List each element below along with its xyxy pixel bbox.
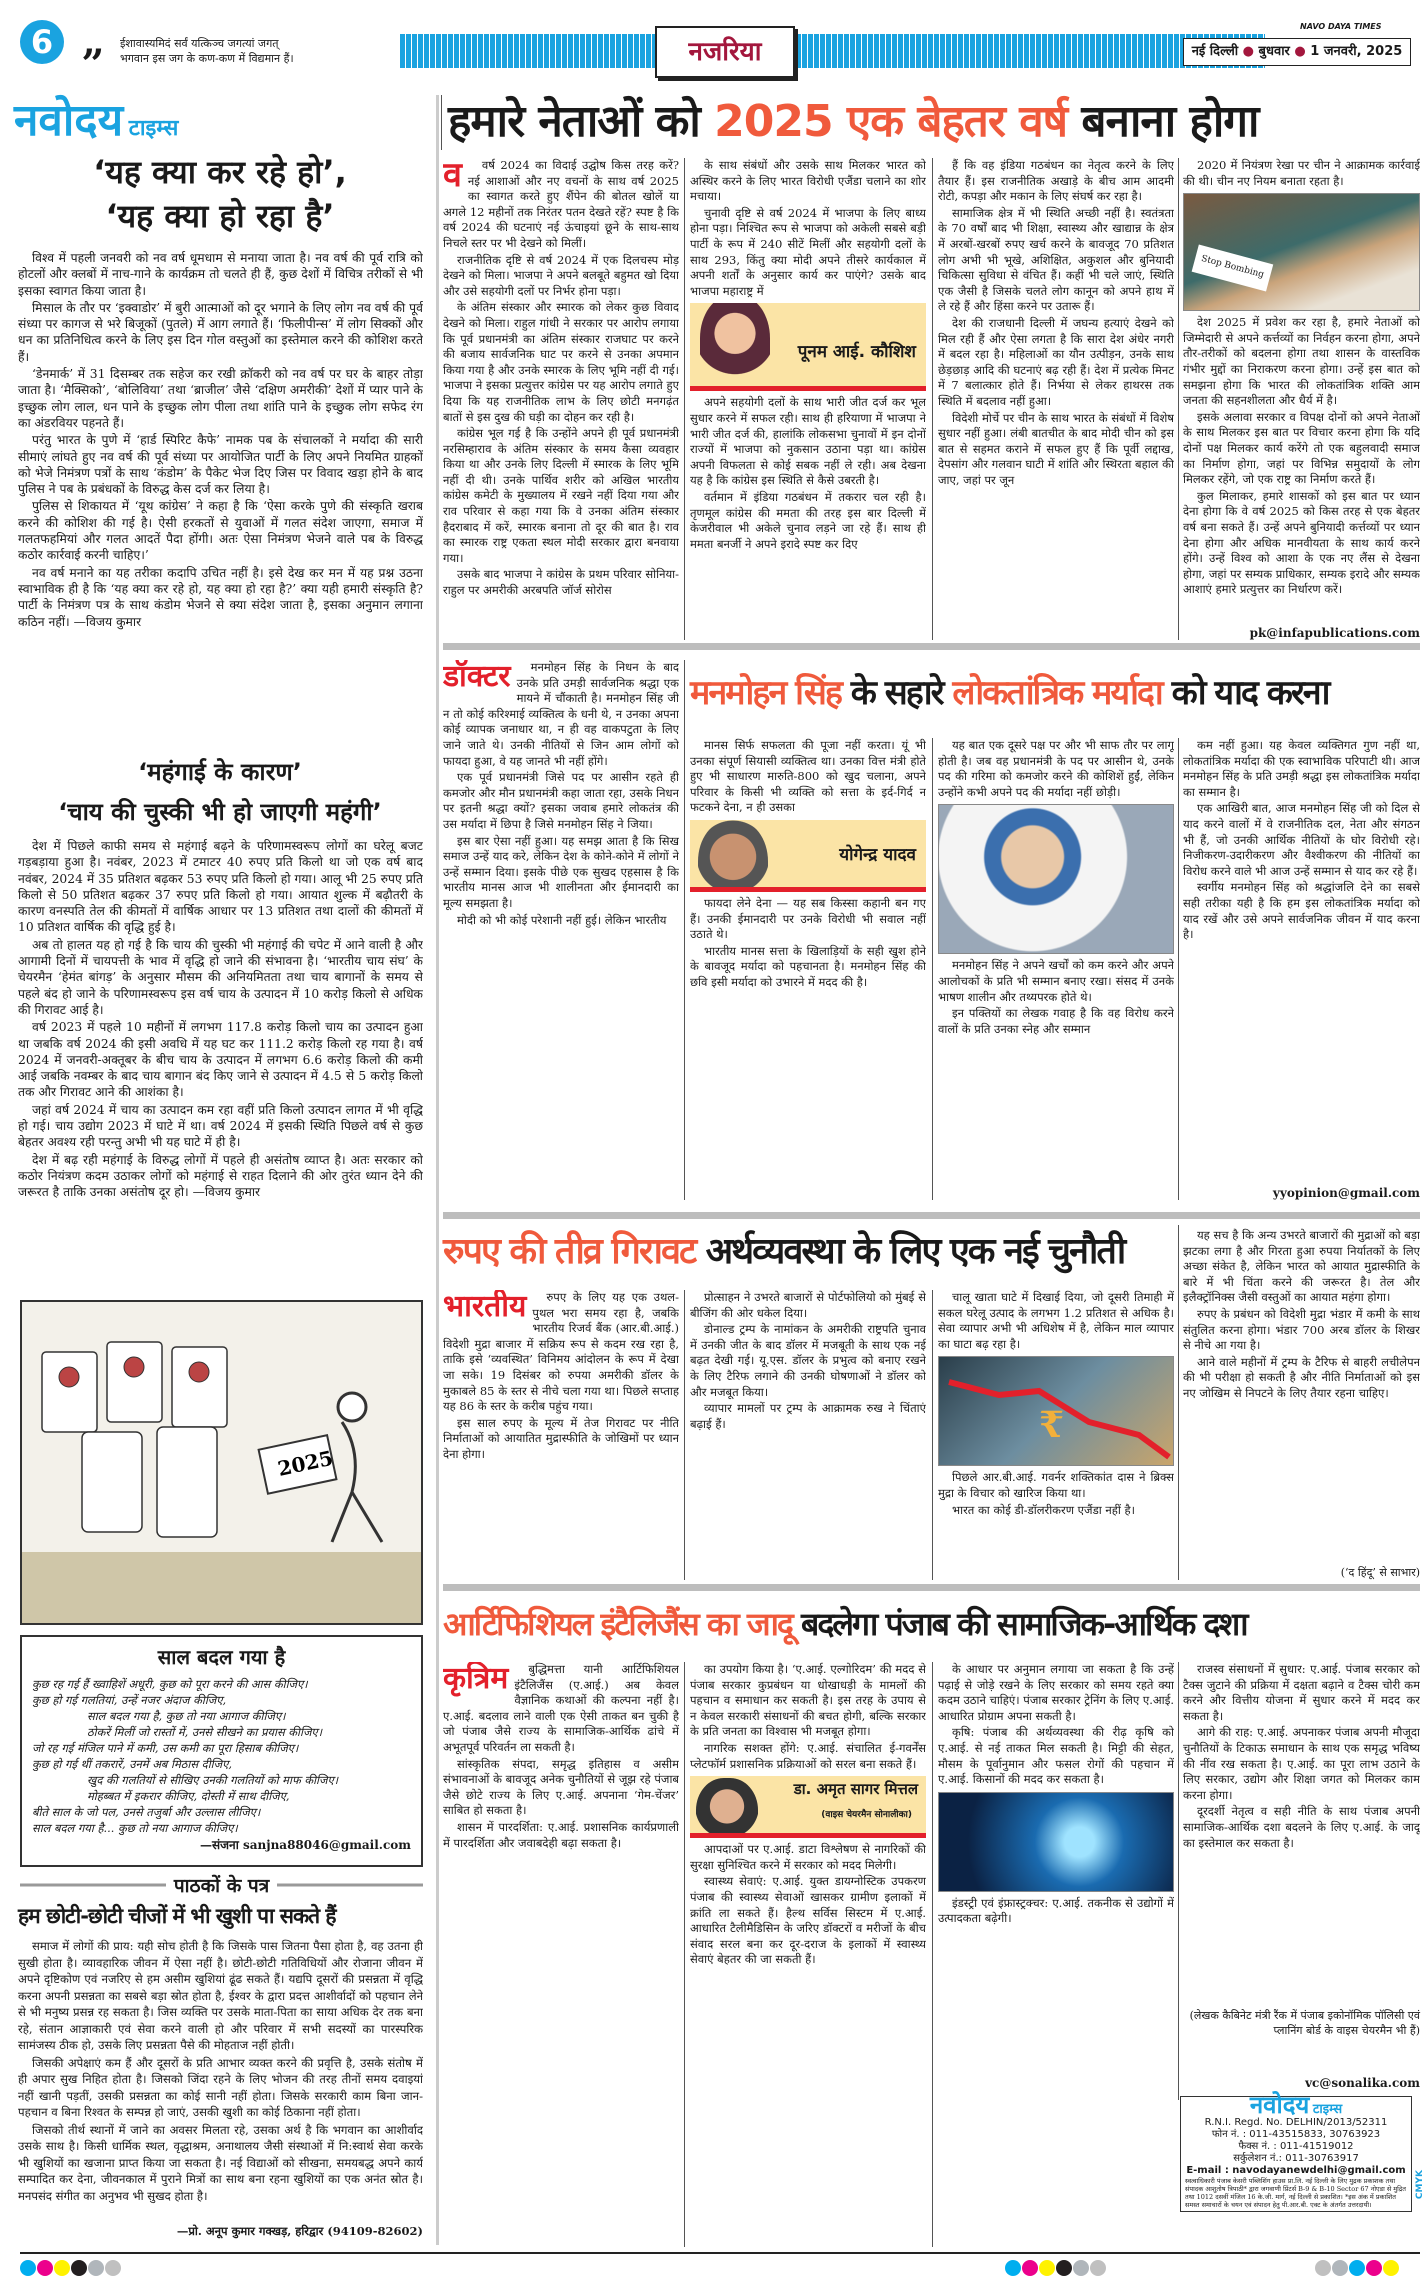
masthead-logo [1185, 2091, 1407, 2119]
author-name: डा. अमृत सागर मित्तल [793, 1780, 918, 1799]
paragraph: के आधार पर अनुमान लगाया जा सकता है कि उन्हें पढ़ाई से जोड़े रखने के लिए सरकार को समय रहते क्या कदम उठाने चाहिएं। पंजाब सरकार ट्रेनिंग के लिए ए.आई. आधारित प्रोग्राम अपना सकती है। [938, 1662, 1174, 1723]
paragraph: एक आखिरी बात, आज मनमोहन सिंह जी को दिल से याद करने वालों में वे राजनीतिक दल, नेता और संगठन भी हैं, जो उनकी आर्थिक नीतियों के घोर विरोधी रहे। निजीकरण-उदारीकरण और वैश्वीकरण की नीतियों का विरोध करने वाले भी आज उन्हें सम्मान से याद कर रहे हैं। [1183, 801, 1420, 878]
paragraph: कांग्रेस भूल गई है कि उन्होंने अपने ही पूर्व प्रधानमंत्री नरसिम्हाराव के अंतिम संस्कार के समय कैसा व्यवहार किया था और उनके लिए दिल्ली में स्मारक के लिए भूमि नहीं दी थी। उनके पार्थिव शरीर को अखिल भारतीय कांग्रेस कमेटी के मुख्यालय में रखने नहीं दिया गया और राव परिवार से कहा गया कि वे उनका अंतिम संस्कार हैदराबाद में करें, स्मारक बनाना तो दूर की बात है। राव का स्मारक राष्ट्र एकता स्थल मोदी सरकार द्वारा बनवाया गया। [443, 426, 679, 565]
manmohan-col-2 [690, 738, 926, 1200]
header-stripe-band [400, 34, 1265, 68]
ai-robot-hand-image [938, 1792, 1174, 1892]
poem-line: बीते साल के जो पल, उनसे तजुर्बा और उल्लास लीजिए। [32, 1805, 261, 1819]
headline-line: ‘चाय की चुस्की भी हो जाएगी महंगी’ [58, 798, 382, 826]
quote-line: ईशावास्यमिदं सर्वं यत्किञ्च जगत्यां जगत् [120, 37, 279, 50]
editorial2-body [18, 838, 423, 1293]
paragraph: देश की राजधानी दिल्ली में जघन्य हत्याएं देखने को मिल रही हैं और ऐसा लगता है कि सारा देश अंधेर नगरी में बदल रहा है। महिलाओं का यौन उत्पीड़न, उनके साथ छेड़छाड़ आदि की घटनाएं बढ़ रही हैं। देश में प्रत्येक मिनट में 7 बलात्कार होते हैं। निर्भया से लेकर हाथरस तक स्थिति में बदलाव नहीं हुआ। [938, 315, 1174, 408]
fax-number: फैक्स नं. : 011-41519012 [1238, 2141, 1354, 2152]
paragraph: इंडस्ट्री एवं इंफ्रास्ट्रक्चर: ए.आई. तकनीक से उद्योगों में उत्पादकता बढ़ेगी। [938, 1895, 1174, 1926]
ai-col-4 [1183, 1662, 1420, 2007]
main-headline [448, 92, 1258, 152]
author-email: yyopinion@gmail.com [1272, 1186, 1420, 1200]
paragraph: का उपयोग किया है। ‘ए.आई. एल्गोरिदम’ की मदद से पंजाब सरकार कुप्रबंधन या धोखाधड़ी के मामलों की पहचान व समाधान कर सकती है। इस तरह के उपाय से न केवल सरकारी संसाधनों की बचत होगी, बल्कि सरकार के प्रति जनता का विश्वास भी मजबूत होगा। [690, 1662, 926, 1739]
main-col-1: व वर्ष 2024 का विदाई उद्घोष किस तरह करें? नई आशाओं और नए वचनों के साथ वर्ष 2025 का स्वागत करते हुए शैंपेन की बोतल खोलें या अगले 12 महीनों तक निरंतर पतन देखते रहें? स्पष्ट है कि वर्ष 2024 की घटनाएं नई ऊंचाइयां छूने के साथ-साथ निचले स्तर पर भी देखने को मिलीं। राजनीतिक दृष्टि से वर्ष 2024 में एक दिलचस्प मोड़ देखने को मिला। भाजपा ने अपने बलबूते बहुमत खो दिया और उसे सहयोगी दलों पर निर्भर होना पड़ा। के अंतिम संस्कार और स्मारक को लेकर कुछ विवाद देखने को मिला। राहुल गांधी ने सरकार पर आरोप लगाया कि पूर्व प्रधानमंत्री का अंतिम संस्कार राजघाट पर करने की बजाय सार्वजनिक घाट पर करने से उनका अपमान किया गया है और उनके स्मारक के लिए भूमि नहीं दी गई। भाजपा ने इसका प्रत्युत्तर कांग्रेस पर यह आरोप लगाते हुए दिया कि यह राजनीतिक लाभ के लिए छोटी मनगढ़ंत बातों से इस दुख की घड़ी का दोहन कर रही है। कांग्रेस भूल गई है कि उन्होंने अपने ही पूर्व प्रधानमंत्री नरसिम्हाराव के अंतिम संस्कार के समय कैसा व्यवहार किया था और उनके लिए दिल्ली में स्मारक के लिए भूमि नहीं दी थी। उनके पार्थिव शरीर को अखिल भारतीय कांग्रेस कमेटी के मुख्यालय में रखने नहीं दिया गया और राव परिवार से कहा गया कि वे उनका अंतिम संस्कार हैदराबाद में करें, स्मारक बनाना तो दूर की बात है। राव का स्मारक राष्ट्र एकता स्थल मोदी सरकार द्वारा बनवाया गया। उसके बाद भाजपा ने कांग्रेस के प्रथम परिवार सोनिया-राहुल पर अमरीकी अरबपति जॉर्ज सोरोस [443, 158, 679, 598]
main-col-4 [1183, 158, 1420, 624]
ai-col-3 [938, 1662, 1174, 2247]
paragraph: सामाजिक क्षेत्र में भी स्थिति अच्छी नहीं है। स्वतंत्रता के 70 वर्षों बाद भी शिक्षा, स्वास्थ्य और खाद्यान्न के क्षेत्र में अरबों-खरबों रुपए खर्च करने के बावजूद 70 प्रतिशत लोग अभी भी भूखे, अशिक्षित, अकुशल और बुनियादी चिकित्सा सुविधा से वंचित हैं। कहीं भी चले जाएं, स्थिति एक जैसी है जिसके चलते लोग कानून को अपने हाथ में ले रहे हैं और हिंसा करने पर उतारू हैं। [938, 205, 1174, 314]
circulation-number: सर्कुलेशन नं.: 011-30763917 [1233, 2153, 1359, 2164]
author-photo-mittal [690, 1776, 926, 1838]
manmohan-col-1 [443, 660, 679, 1200]
rupee-headline [443, 1222, 1124, 1282]
author-photo-yogendra [690, 820, 926, 892]
author-photo-poonam [690, 303, 926, 391]
paragraph: के अंतिम संस्कार और स्मारक को लेकर कुछ विवाद देखने को मिला। राहुल गांधी ने सरकार पर आरोप लगाया कि पूर्व प्रधानमंत्री का अंतिम संस्कार राजघाट पर करने की बजाय सार्वजनिक घाट पर करने से उनका अपमान किया गया है और उनके स्मारक के लिए भूमि नहीं दी गई। भाजपा ने इसका प्रत्युत्तर कांग्रेस पर यह आरोप लगाते हुए दिया कि यह राजनीतिक लाभ के लिए छोटी मनगढ़ंत बातों से इस दुख की घड़ी का दोहन कर रही है। [443, 300, 679, 424]
section-title: नजरिया [655, 26, 795, 78]
author-name: पूनम आई. कौशिश [797, 342, 916, 363]
poem-line: कुछ हो गई थीं तकरारें, उनमें अब मिठास दीजिए, [32, 1757, 232, 1771]
paragraph: स्वास्थ्य सेवाएं: ए.आई. युक्त डायग्नोस्टिक उपकरण पंजाब की स्वास्थ्य सेवाओं खासकर ग्रामीण इलाकों में क्रांति ला सकते हैं। हैल्थ सर्विस सिस्टम में ए.आई. आधारित टैलीमैडिसिन के जरिए डॉक्टरों व मरीजों के बीच संवाद सरल बना कर दूर-दराज के इलाकों में स्वास्थ्य सेवाएं बेहतर की जा सकती हैं। [690, 1874, 926, 1967]
author-email: vc@sonalika.com [1305, 2076, 1420, 2090]
paragraph: देश 2025 में प्रवेश कर रहा है, हमारे नेताओं को जिम्मेदारी से अपने कर्त्तव्यों का निर्वहन करना होगा, अपने तौर-तरीकों को बदलना होगा तथा शासन के वास्तविक गंभीर मुद्दों का निराकरण करना होगा। उन्हें इस बात को समझना होगा कि भारत की लोकतांत्रिक शक्ति आम जनता की सहनशीलता और धैर्य में है। [1183, 315, 1420, 408]
paragraph: रुपए के प्रबंधन को विदेशी मुद्रा भंडार में कमी के साथ संतुलित करना होगा। भंडार 700 अरब डॉलर के शिखर से नीचे आ गया है। [1183, 1306, 1420, 1353]
paragraph: इन पक्तियों का लेखक गवाह है कि वह विरोध करने वालों के प्रति उनका स्नेह और सम्मान [938, 1006, 1174, 1036]
author-title: (वाइस चेयरमैन सोनालीका) [821, 1810, 912, 1821]
masthead-box [1180, 2091, 1412, 2212]
rupee-col-2 [690, 1290, 926, 1580]
paragraph: चुनावी दृष्टि से वर्ष 2024 में भाजपा के लिए बाध्य होना पड़ा। निश्चित रूप से भाजपा को अकेली सबसे बड़ी पार्टी के रूप में 240 सीटें मिलीं और सहयोगी दलों के साथ 293, किंतु क्या मोदी अपने तीसरे कार्यकाल में अपनी शर्तों के अनुसार कार्य कर पाएंगे? उसके बाद भाजपा महाराष्ट्र में [690, 205, 926, 298]
rni-number: R.N.I. Regd. No. DELHIN/2013/52311 [1204, 2117, 1388, 2128]
cartoon-sign: 2025 [275, 1445, 336, 1481]
paragraph: आपदाओं पर ए.आई. डाटा विश्लेषण से नागरिकों की सुरक्षा सुनिश्चित करने में सरकार को मदद मिलेगी। [690, 1842, 926, 1872]
paragraph: इस साल रुपए के मूल्य में तेज गिरावट पर नीति निर्माताओं को आयातित मुद्रास्फीति के जोखिमों पर ध्यान देना होगा। [443, 1415, 679, 1461]
logo-main: नवोदय [14, 95, 124, 146]
paragraph: यह सच है कि अन्य उभरते बाजारों की मुद्राओं को बड़ा झटका लगा है और गिरता हुआ रुपया निर्यातकों के लिए अच्छा संकेत है, लेकिन भारत को आयात मुद्रास्फीति के बारे में भी चिंता करने की जरूरत है। तेल और इलैक्ट्रॉनिक्स जैसी वस्तुओं का आयात महंगा होगा। [1183, 1228, 1420, 1305]
poem-line: खुद की गलतियों से सीखिए उनकी गलतियों को माफ कीजिए। [87, 1773, 339, 1787]
paragraph: रुपए के लिए यह एक उथल-पुथल भरा समय रहा है, जबकि भारतीय रिजर्व बैंक (आर.बी.आई.) विदेशी मुद्रा बाजार में सक्रिय रूप से कदम रख रहा है, ताकि इसे ‘व्यवस्थित’ विनिमय आंदोलन के रूप में देखा जा सके। 19 दिसंबर को रुपया अमरीकी डॉलर के मुकाबले 85 के स्तर से नीचे चला गया था। पिछले सप्ताह यह 86 के स्तर के करीब पहुंच गया। [443, 1290, 679, 1414]
headline-part: बनाना होगा [1081, 96, 1259, 147]
ai-col-2 [690, 1662, 926, 2247]
logo-main: नवोदय [1249, 2091, 1310, 2119]
paragraph: कृषि: पंजाब की अर्थव्यवस्था की रीढ़ कृषि को ए.आई. से नई ताकत मिल सकती है। मिट्टी की सेहत, मौसम के पूर्वानुमान और फसल रोगों की पहचान में ए.आई. किसानों की मदद कर सकता है। [938, 1725, 1174, 1787]
headline-part: अर्थव्यवस्था के लिए एक नई चुनौती [705, 1231, 1125, 1272]
poem-line: मोहब्बत में इकरार कीजिए, दोस्ती में साथ दीजिए, [87, 1789, 290, 1803]
cartoon-ground [22, 1552, 423, 1625]
paragraph: ‘डेनमार्क’ में 31 दिसम्बर तक सहेज कर रखी क्रॉकरी को नव वर्ष पर घर के बाहर तोड़ा जाता है। ‘मैक्सिको’, ‘बोलिविया’ तथा ‘ब्राजील’ जैसे ‘दक्षिण अमरीकी’ देशों में प्यार पाने के इच्छुक लोग लाल, धन पाने के इच्छुक लोग पीला तथा शांति पाने के इच्छुक लोग सफेद रंग का अंडरवियर पहनते हैं। [18, 367, 423, 430]
paragraph: सांस्कृतिक संपदा, समृद्ध इतिहास व असीम संभावनाओं के बावजूद अनेक चुनौतियों से जूझ रहे पंजाब जैसे छोटे राज्य के लिए ए.आई. अपनाना ‘गेम-चेंजर’ साबित हो सकता है। [443, 1756, 679, 1818]
rupee-graph-image [938, 1356, 1174, 1466]
rupee-col-1 [443, 1290, 679, 1580]
dropcap-word: कृत्रिम [443, 1662, 509, 1696]
quote-mark-icon: „ [82, 18, 106, 65]
quote-line: भगवान इस जग के कण-कण में विद्यमान हैं। [120, 52, 294, 65]
headline-part: के सहारे [850, 673, 943, 713]
dateline: नई दिल्ली ● बुधवार ● 1 जनवरी, 2025 [1183, 38, 1411, 66]
poem-line: साल बदल गया है, कुछ तो नया आगाज कीजिए। [87, 1709, 286, 1723]
paragraph: परंतु भारत के पुणे में ‘हार्ड स्पिरिट कैफे’ नामक पब के संचालकों ने मर्यादा की सारी सीमाएं लांघते हुए नव वर्ष की पूर्व संध्या पर आयोजित पार्टी के लिए अपने नियमित ग्राहकों को भेजे निमंत्रण पत्रों के साथ ‘कंडोम’ के पैकेट भेज दिए जिस पर विवाद खड़ा होने के बाद पुलिस ने पब के प्रबंधकों के विरुद्ध केस दर्ज कर लिया है। [18, 433, 423, 497]
ai-headline [443, 1592, 1247, 1656]
poem-line: साल बदल गया है... कुछ तो नया आगाज कीजिए। [32, 1821, 238, 1835]
paragraph: चालू खाता घाटे में दिखाई दिया, जो दूसरी तिमाही में सकल घरेलू उत्पाद के लगभग 1.2 प्रतिशत से अधिक है। सेवा व्यापार अभी भी अधिशेष में है, लेकिन माल व्यापार का घाटा बढ़ रहा है। [938, 1290, 1174, 1351]
paragraph: डोनाल्ड ट्रम्प के नामांकन के अमरीकी राष्ट्रपति चुनाव में उनकी जीत के बाद डॉलर में मजबूती के साथ एक नई बढ़त देखी गई। यू.एस. डॉलर के प्रभुत्व को बनाए रखने के लिए टैरिफ लगाने की उनकी घोषणाओं ने डॉलर को और मजबूत किया। [690, 1322, 926, 1399]
paragraph: यह बात एक दूसरे पक्ष पर और भी साफ तौर पर लागू होती है। जब वह प्रधानमंत्री के पद पर आसीन थे, उनके पद की गरिमा को कमजोर करने की कोशिशें हुईं, लेकिन उन्होंने कभी अपने पद की मर्यादा नहीं छोड़ी। [938, 738, 1174, 799]
author-note: (लेखक कैबिनेट मंत्री रैंक में पंजाब इकोनॉमिक पॉलिसी एवं प्लानिंग बोर्ड के वाइस चेयरमैन भी हैं) [1189, 2009, 1420, 2037]
headline-part: हमारे नेताओं को [448, 96, 700, 147]
color-registration-right [1005, 2260, 1107, 2280]
color-registration-left [20, 2260, 122, 2280]
author-email: pk@infapublications.com [1249, 626, 1420, 640]
paragraph: नव वर्ष मनाने का यह तरीका कदापि उचित नहीं है। इसे देख कर मन में यह प्रश्न उठना स्वाभाविक ही है कि ‘यह क्या कर रहे हो, यह क्या हो रहा है?’ क्या यही हमारी संस्कृति है? पार्टी के निमंत्रण पत्र के साथ कंडोम भेजने से क्या संदेश जाता है, इसका अनुमान लगाना कठिन नहीं। —विजय कुमार [18, 565, 423, 629]
poem-lines [32, 1676, 411, 1836]
headline-part: लोकतांत्रिक मर्यादा [952, 673, 1162, 713]
rupee-source: (‘द हिंदू’ से साभार) [1340, 1566, 1420, 1579]
paragraph: कम नहीं हुआ। यह केवल व्यक्तिगत गुण नहीं था, लोकतांत्रिक मर्यादा की एक स्वाभाविक परिपाटी थी। आज मनमोहन सिंह के प्रति उमड़ी श्रद्धा इस लोकतांत्रिक मर्यादा का सम्मान है। [1183, 738, 1420, 799]
paragraph: व्यापार मामलों पर ट्रम्प के आक्रामक रुख ने चिंताएं बढ़ाई हैं। [690, 1401, 926, 1431]
paragraph: जिसको तीर्थ स्थानों में जाने का अवसर मिलता रहे, उसका अर्थ है कि भगवान का आशीर्वाद उसके साथ है। किसी धार्मिक स्थल, वृद्धाश्रम, अनाथालय जैसी संस्थाओं में नि:स्वार्थ सेवा करके भी खुशियों का खजाना प्राप्त किया जा सकता है। नई विद्याओं को सीखना, समयबद्ध अपने कार्य सम्पादित कर देना, जीवनकाल में पुराने मित्रों का साथ बना रहना खुशियों का एक अनंत स्रोत है। मनपसंद संगीत का अनुभव भी सुखद होता है। [18, 2122, 423, 2203]
paragraph: जहां वर्ष 2024 में चाय का उत्पादन कम रहा वहीं प्रति किलो उत्पादन लागत में भी वृद्धि हो गई। चाय उद्योग 2023 में घाटे में था। वर्ष 2024 में इसकी स्थिति पिछले वर्ष से कुछ बेहतर अवश्य रही परन्तु अभी भी यह घाटे में ही है। [18, 1102, 423, 1150]
poem-title: साल बदल गया है [157, 1645, 286, 1669]
headline-line: ‘महंगाई के कारण’ [138, 758, 302, 786]
rupee-col-3 [938, 1290, 1174, 1580]
editorial1-body [18, 250, 423, 740]
paper-name-small: NAVO DAYA TIMES [1300, 22, 1382, 31]
paragraph: वर्ष 2024 का विदाई उद्घोष किस तरह करें? नई आशाओं और नए वचनों के साथ वर्ष 2025 का स्वागत करते हुए शैंपेन की बोतल खोलें या अगले 12 महीनों तक निरंतर पतन देखते रहें? स्पष्ट है कि वर्ष 2024 की घटनाएं नई ऊंचाइयां छूने के साथ-साथ निचले स्तर पर भी देखने को मिलीं। [443, 158, 679, 250]
headline-line: ‘यह क्या हो रहा है’ [105, 197, 335, 235]
paragraph: उसके बाद भाजपा ने कांग्रेस के प्रथम परिवार सोनिया-राहुल पर अमरीकी अरबपति जॉर्ज सोरोस [443, 567, 679, 598]
paragraph: आगे की राह: ए.आई. अपनाकर पंजाब अपनी मौजूदा चुनौतियों के टिकाऊ समाधान के साथ एक समृद्ध भविष्य की नींव रख सकता है। ए.आई. का पूरा लाभ उठाने के लिए सरकार, उद्योग और शिक्षा जगत को मिलकर काम करना होगा। [1183, 1725, 1420, 1802]
letters-title-text: पाठकों के पत्र [166, 1875, 277, 1897]
color-registration-bottom-right [1315, 2260, 1400, 2280]
paragraph: मानस सिर्फ सफलता की पूजा नहीं करता। यूं भी उनका संपूर्ण सियासी व्यक्तित्व था। उनका वित्त मंत्री होते हुए भी साधारण मारुति-800 को खुद चलाना, अपने परिवार के किसी भी व्यक्ति को सत्ता के इर्द-गिर्द न फटकने देना, न ही उसका [690, 738, 926, 815]
paragraph: वर्तमान में इंडिया गठबंधन में तकरार चल रही है। तृणमूल कांग्रेस की ममता की तरह इस बार दिल्ली में केजरीवाल भी अकेले चुनाव लड़ने जा रहे हैं। साथ ही ममता बनर्जी ने अपने इरादे स्पष्ट कर दिए [690, 489, 926, 551]
paragraph: के साथ संबंधों और उसके साथ मिलकर भारत को अस्थिर करने के लिए भारत विरोधी एजैंडा चलाने का शोर मचाया। [690, 158, 926, 204]
svg-text:₹: ₹ [1039, 1404, 1065, 1447]
cartoon [20, 1300, 423, 1625]
author-name: योगेन्द्र यादव [839, 844, 916, 865]
date: 1 जनवरी, 2025 [1310, 44, 1403, 59]
paragraph: मनमोहन सिंह ने अपने खर्चों को कम करने और अपने आलोचकों के प्रति भी सम्मान बनाए रखा। संसद में उनके भाषण शालीन और तथ्यपरक होते थे। [938, 958, 1174, 1004]
paragraph: राजस्व संसाधनों में सुधार: ए.आई. पंजाब सरकार को टैक्स जुटाने की प्रक्रिया में दक्षता बढ़ाने व टैक्स चोरी कम करने और वित्तीय योजना में सुधार करने में मदद कर सकता है। [1183, 1662, 1420, 1723]
paragraph: इस बार ऐसा नहीं हुआ। यह समझ आता है कि सिख समाज उन्हें याद करे, लेकिन देश के कोने-कोने में लोगों ने उन्हें सम्मान दिया। इसके पीछे एक सुखद एहसास है कि भारतीय मानस आज भी शालीनता और ईमानदारी का मूल्य समझता है। [443, 833, 679, 910]
headline-line: ‘यह क्या कर रहे हो’, [93, 153, 347, 191]
page-number: 6 [20, 20, 64, 64]
paragraph: इसके अलावा सरकार व विपक्ष दोनों को अपने नेताओं के साथ मिलकर इस बात पर विचार करना होगा कि यदि दोनों पक्ष मिलकर कार्य करेंगे तो एक बहुलवादी समाज का निर्माण होगा, जहां पर विभिन्न समुदायों के लोग मिलकर रहेंगे, जो एक राष्ट्र का निर्माण करते हैं। [1183, 409, 1420, 487]
paragraph: प्रोत्साहन ने उभरते बाजारों से पोर्टफोलियो को मुंबई से बीजिंग की ओर धकेल दिया। [690, 1290, 926, 1320]
paragraph: जिसकी अपेक्षाएं कम हैं और दूसरों के प्रति आभार व्यक्त करने की प्रवृत्ति है, उसके संतोष में ही अपार सुख निहित होता है। जिसको जिंदा रहने के लिए भोजन की तरह तीनों समय दवाइयां नहीं खानी पड़तीं, उसकी प्रसन्नता का कोई सानी नहीं होता। जिसके सरकारी काम बिना जान-पहचान व बिना रिश्वत के सम्पन्न हो जाएं, उसकी खुशी का कोई ठिकाना नहीं होता। [18, 2055, 423, 2119]
paragraph: विश्व में पहली जनवरी को नव वर्ष धूमधाम से मनाया जाता है। नव वर्ष की पूर्व रात्रि को होटलों और क्लबों में नाच-गाने के कार्यक्रम तो चलते ही हैं, कुछ देशों में विचित्र तरीकों से भी इसका स्वागत किया जाता है। [18, 251, 423, 298]
paragraph: मनमोहन सिंह के निधन के बाद उनके प्रति उमड़ी सार्वजनिक श्रद्धा एक मायने में चौंकाती है। मनमोहन सिंह जी न तो कोई करिश्माई व्यक्तित्व के धनी थे, न उनका अपना कोई व्यापक जनाधार था, न ही वह वाकपटुता के लिए जाने जाते थे। उनकी नीतियों से जिन आम लोगों को फायदा हुआ, वे यह जानते भी नहीं होंगे। [443, 660, 679, 768]
dropcap-word: डॉक्टर [443, 660, 511, 694]
paragraph: भारत का कोई डी-डॉलरीकरण एजैंडा नहीं है। [952, 1502, 1135, 1517]
placard: Stop Bombing [1192, 245, 1273, 291]
poem-line: ठोकरें मिलीं जो रास्तों में, उनसे सीखने का प्रयास कीजिए। [87, 1725, 323, 1739]
header-quote [120, 36, 294, 66]
ai-col-1 [443, 1662, 679, 2247]
logo-sub: टाइम्स [128, 116, 179, 141]
paragraph: आने वाले महीनों में ट्रम्प के टैरिफ से बाहरी लचीलेपन की भी परीक्षा हो सकती है और नीति निर्माताओं को इस नए जोखिम से निपटने के लिए तैयार रहना चाहिए। [1183, 1354, 1420, 1400]
manmohan-col-3 [938, 738, 1174, 1200]
headline-part: 2025 एक बेहतर वर्ष [714, 96, 1068, 147]
logo [14, 88, 178, 148]
manmohan-headline [690, 660, 1328, 726]
paragraph: दूरदर्शी नेतृत्व व सही नीति के साथ पंजाब अपनी सामाजिक-आर्थिक दशा बदलने के लिए ए.आई. के जादू का इस्तेमाल कर सकता है। [1183, 1804, 1420, 1850]
editorial2-headline [10, 752, 430, 832]
manmohan-col-4 [1183, 738, 1420, 1183]
paragraph: मिसाल के तौर पर ‘इक्वाडोर’ में बुरी आत्माओं को दूर भगाने के लिए लोग नव वर्ष की पूर्व संध्या पर कागज से भरे बिजूकों (पुतले) में आग लगाते हैं। ‘फिलीपीन्स’ में लोग सिक्कों और धन का प्रतिनिधित्व करने के लिए इस दिन गोल वस्तुओं का इस्तेमाल करने की कोशिश करते हैं। [18, 300, 423, 364]
paragraph: शासन में पारदर्शिता: ए.आई. प्रशासनिक कार्यप्रणाली में पारदर्शिता और जवाबदेही बढ़ा सकता है। [443, 1819, 679, 1850]
poem-line: जो रह गई मंजिल पाने में कमी, उस कमी का पूरा हिसाब कीजिए। [32, 1741, 299, 1755]
cartoon-drawing [22, 1302, 423, 1625]
paragraph: फायदा लेने देना — यह सब किस्सा कहानी बन गए हैं। उनकी ईमानदारी पर उनके विरोधी भी सवाल नहीं उठाते थे। [690, 895, 926, 942]
paragraph: विदेशी मोर्चे पर चीन के साथ भारत के संबंधों में विशेष सुधार नहीं हुआ। लंबी बातचीत के बाद मोदी चीन को इस बात से सहमत कराने में सफल हुए हैं कि पूर्वी लद्दाख, देपसांग और गलवान घाटी में शांति और स्थिरता बहाल की जाए, जहां पर जून [938, 410, 1174, 487]
paragraph: देश में पिछले काफी समय से महंगाई बढ़ने के परिणामस्वरूप लोगों का घरेलू बजट गड़बड़ाया हुआ है। नवंबर, 2023 में टमाटर 40 रुपए प्रति किलो था जो एक वर्ष बाद नवंबर, 2024 में 35 प्रतिशत बढ़कर 53 रुपए प्रति किलो हो गया। आलू भी 25 रुपए प्रति किलो से 50 प्रतिशत बढ़कर 37 रुपए प्रति किलो हो गया। आयात शुल्क में बढ़ौतरी के कारण वनस्पति तेल की कीमतों में वार्षिक आधार पर 13 प्रतिशत तथा दालों की कीमतों में 10 प्रतिशत वार्षिक की वृद्धि हुई है। [18, 839, 423, 935]
paragraph: नागरिक सशक्त होंगे: ए.आई. संचालित ई-गवर्नेंस प्लेटफॉर्म प्रशासनिक प्रक्रियाओं को सरल बना सकते हैं। [690, 1740, 926, 1771]
letters-body [18, 1938, 423, 2220]
bottom-rule [20, 2252, 1420, 2254]
letters-section-title [20, 1872, 423, 1898]
main-col-3 [938, 158, 1174, 640]
rupee-col-4 [1183, 1228, 1420, 1562]
paragraph: अपने सहयोगी दलों के साथ भारी जीत दर्ज कर भूल सुधार करने में सफल रही। साथ ही हरियाणा में भाजपा ने भारी जीत दर्ज की, हालांकि लोकसभा चुनावों में इन दोनों राज्यों में भाजपा को नुकसान उठाना पड़ा था। कांग्रेस अपनी विफलता से कोई सबक नहीं ले रही। अब देखना यह है कि कांग्रेस इस स्थिति से कैसे उबरती है। [690, 395, 926, 488]
paragraph: कुल मिलाकर, हमारे शासकों को इस बात पर ध्यान देना होगा कि वे वर्ष 2025 को किस तरह से एक बेहतर वर्ष बना सकते हैं। उन्हें अपने बुनियादी कर्त्तव्यों पर ध्यान देना होगा और अधिक मानवीयता के साथ कार्य करने होंगे। उन्हें विश्व को आशा के एक नए लैंस से देखना होगा, जहां पर सम्यक प्राधिकार, सम्यक इरादे और सम्यक आशाएं हमारे प्रत्युत्तर का निर्धारण करें। [1183, 488, 1420, 597]
contact-email: E-mail : navodayanewdelhi@gmail.com [1186, 2165, 1406, 2176]
imprint-text: स्वत्वाधिकारी पंजाब केसरी पब्लिशिंग हाउस प्रा.लि. नई दिल्ली के लिए मुद्रक प्रकाशक तथा संपादक आशुतोष त्रिपाठी* द्वारा जगवाणी प्रिंटर्स B-9 & B-10 Sector 67 नोएडा से मुद्रित तथा 1012 दसवीं मंजिल 16 के.जी. मार्ग, नई दिल्ली से प्रकाशित। *इस अंक में प्रकाशित समस्त समाचारों के चयन एवं संपादन हेतु पी.आर.बी. एक्ट के अंतर्गत उत्तरदायी। [1185, 2177, 1407, 2209]
editorial1-headline [10, 150, 430, 238]
paragraph: भारतीय मानस सत्ता के खिलाड़ियों के सही खुश होने के बावजूद मर्यादा को पहचानता है। मनमोहन सिंह की छवि इसी मर्यादा को उभारने में मदद की है। [690, 943, 926, 989]
headline-part: मनमोहन सिंह [690, 673, 841, 713]
day: बुधवार [1258, 44, 1290, 59]
city: नई दिल्ली [1191, 44, 1239, 59]
letters-author: —प्रो. अनूप कुमार गक्खड़, हरिद्वार (94109-82602) [18, 2224, 423, 2239]
headline-part: रुपए की तीव्र गिरावट [443, 1231, 696, 1272]
cmyk-label: CMYK [1415, 2170, 1425, 2200]
paragraph: राजनीतिक दृष्टि से वर्ष 2024 में एक दिलचस्प मोड़ देखने को मिला। भाजपा ने अपने बलबूते बहुमत खो दिया और उसे सहयोगी दलों पर निर्भर होना पड़ा। [443, 252, 679, 298]
paragraph: स्वर्गीय मनमोहन सिंह को श्रद्धांजलि देने का सबसे सही तरीका यही है कि हम इस लोकतांत्रिक मर्यादा को याद रखें और उसे अपने सार्वजनिक जीवन में याद करना है। [1183, 880, 1420, 942]
dropcap-word: भारतीय [443, 1290, 527, 1324]
paragraph: पिछले आर.बी.आई. गवर्नर शक्तिकांत दास ने ब्रिक्स मुद्रा के विचार को खारिज किया था। [938, 1470, 1174, 1500]
poem-box [20, 1635, 423, 1867]
parliament-photo [1183, 193, 1420, 311]
poem-author: —संजना sanjna88046@gmail.com [200, 1838, 411, 1852]
main-col-2 [690, 158, 926, 640]
paragraph: देश में बढ़ रही महंगाई के विरुद्ध लोगों में पहले ही असंतोष व्याप्त है। अतः सरकार को कठोर नियंत्रण कदम उठाकर लोगों को महंगाई से राहत दिलाने की ओर तुरंत ध्यान देने की जरूरत है ताकि उनका असंतोष दूर हो। —विजय कुमार [18, 1152, 423, 1200]
logo-sub: टाइम्स [1312, 2102, 1343, 2117]
paragraph: वर्ष 2023 में पहले 10 महीनों में लगभग 117.8 करोड़ किलो चाय का उत्पादन हुआ था जबकि वर्ष 2024 की इसी अवधि में यह घट कर 111.2 करोड़ किलो रह गया है। वर्ष 2024 में जनवरी-अक्तूबर के बीच चाय के उत्पादन में लगभग 6.6 करोड़ किलो की कमी आई जबकि नवम्बर के बाद चाय बागान बंद किए जाने से उत्पादन में 4.5 से 5 करोड़ किलो तक और गिरावट आने की आशंका है। [18, 1020, 423, 1100]
paragraph: बुद्धिमत्ता यानी आर्टिफिशियल इंटैलिजैंस (ए.आई.) अब केवल वैज्ञानिक कथाओं की कल्पना नहीं है। ए.आई. बदलाव लाने वाली एक ऐसी ताकत बन चुकी है जो पंजाब जैसे राज्य के सामाजिक-आर्थिक ढांचे में अभूतपूर्व परिवर्तन ला सकती है। [443, 1662, 679, 1754]
headline-part: को याद करना [1171, 673, 1329, 713]
phone-number: फोन नं. : 011-43515833, 30763923 [1211, 2129, 1381, 2140]
letters-headline: हम छोटी-छोटी चीजों में भी खुशी पा सकते हैं [18, 1904, 336, 1928]
paragraph: पुलिस से शिकायत में ‘यूथ कांग्रेस’ ने कहा है कि ‘ऐसा करके पुणे की संस्कृति खराब करने की कोशिश की गई है। ऐसी हरकतों से युवाओं में गलत संदेश जाएगा, समाज में गलतफहमियां और गलत आदतें पैदा होंगी। अतः ऐसा निमंत्रण भेजने वाले पब के विरुद्ध कठोर कार्रवाई करनी चाहिए।’ [18, 499, 423, 563]
headline-part: बदलेगा पंजाब की सामाजिक-आर्थिक दशा [801, 1605, 1247, 1643]
manmohan-photo [938, 804, 1174, 954]
paragraph: 2020 में नियंत्रण रेखा पर चीन ने आक्रामक कार्रवाई की थी। चीन नए नियम बनाता रहता है। [1183, 158, 1420, 188]
poem-line: कुछ हो गई गलतियां, उन्हें नजर अंदाज कीजिए, [32, 1693, 227, 1707]
paragraph: हैं कि वह इंडिया गठबंधन का नेतृत्व करने के लिए तैयार हैं। इस राजनीतिक अखाड़े के बीच आम आदमी रोटी, कपड़ा और मकान के लिए संघर्ष कर रहा है। [938, 158, 1174, 204]
paragraph: मोदी को भी कोई परेशानी नहीं हुई। लेकिन भारतीय [457, 912, 667, 927]
paragraph: समाज में लोगों की प्राय: यही सोच होती है कि जिसके पास जितना पैसा होता है, वह उतना ही सुखी होता है। व्यावहारिक जीवन में ऐसा नहीं है। छोटी-छोटी गतिविधियों और रोजाना जीवन में अपने दृष्टिकोण एवं नजरिए से हम असीम खुशियां ढूंढ सकते हैं। यद्यपि दूसरों की प्रसन्नता में वृद्धि करना अपनी प्रसन्नता का सबसे बड़ा स्रोत होता है, ईश्वर के द्वारा प्रदत्त आशीर्वादों को पहचान लेने से भी मनुष्य प्रसन्न रह सकता है। जिस व्यक्ति पर उसके माता-पिता का साया अधिक देर तक बना रहे, संतान आज्ञाकारी एवं सेवा करने वाली हो और परिवार में सभी सदस्यों का पारस्परिक सामंजस्य ठीक हो, उसके लिए प्रसन्नता पैसे की मोहताज नहीं होती। [18, 1939, 423, 2052]
poem-line: कुछ रह गई हैं ख्वाहिशें अधूरी, कुछ को पूरा करने की आस कीजिए। [32, 1677, 308, 1691]
headline-part: आर्टिफिशियल इंटैलिजैंस का जादू [443, 1605, 792, 1643]
paragraph: अब तो हालत यह हो गई है कि चाय की चुस्की भी महंगाई की चपेट में आने वाली है और आगामी दिनों में चायपत्ती के भाव में वृद्धि हो जाने की संभावना है। ‘भारतीय चाय संघ’ के चेयरमैन ‘हेमंत बांगड़’ के अनुसार मौसम की अनियमितता तथा चाय बागानों के समय से पहले बंद हो जाने के परिणामस्वरूप इस वर्ष चाय के उत्पादन में 10 करोड़ किलो से अधिक की गिरावट आई है। [18, 937, 423, 1017]
paragraph: एक पूर्व प्रधानमंत्री जिसे पद पर आसीन रहते ही कमजोर और मौन प्रधानमंत्री कहा जाता रहा, उसके निधन पर इतनी श्रद्धा क्यों? इसका जवाब हमारे लोकतंत्र की उस मर्यादा में छिपा है जिसे मनमोहन सिंह ने जिया। [443, 770, 679, 831]
